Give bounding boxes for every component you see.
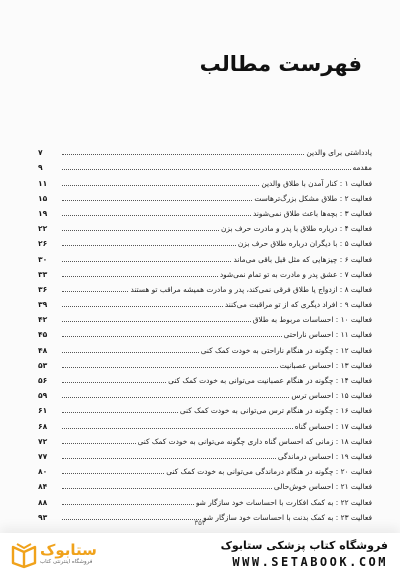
toc-entry-page: ۳۳	[38, 269, 48, 279]
toc-entry-title: یادداشتی برای والدین	[306, 148, 372, 158]
toc-entry-title: فعالیت ۱۰ : احساسات مربوط به طلاق	[252, 315, 372, 325]
toc-entry-title: فعالیت ۸ : ازدواج یا طلاق فرقی نمی‌کند، پدر و مادرت همیشه مراقب تو هستند	[130, 284, 372, 294]
toc-entry-title: فعالیت ۱۸ : زمانی که احساس گناه داری چگونه می‌توانی به خودت کمک کنی	[137, 436, 372, 446]
dot-leader	[62, 352, 199, 353]
store-url-link[interactable]: WWW.SETABOOK.COM	[232, 555, 388, 569]
dot-leader	[62, 215, 251, 216]
toc-entry	[38, 218, 372, 233]
toc-entry	[38, 264, 372, 279]
toc-entry-title: فعالیت ۱۶ : چگونه در هنگام ترس می‌توانی به خودت کمک کنی	[179, 406, 372, 416]
toc-entry-title: فعالیت ۱۲ : چگونه در هنگام ناراحتی به خودت کمک کنی	[200, 345, 372, 355]
toc-entry	[38, 431, 372, 446]
toc-entry	[38, 339, 372, 354]
dot-leader	[62, 291, 128, 292]
dot-leader	[62, 488, 272, 489]
toc-entry-title: فعالیت ۱۱ : احساس ناراحتی	[283, 330, 372, 340]
toc-entry-page: ۹۳	[38, 512, 48, 522]
toc-entry-page: ۷۲	[38, 436, 48, 446]
toc-entry	[38, 446, 372, 461]
toc-entry	[38, 279, 372, 294]
toc-entry-page: ۶۸	[38, 421, 48, 431]
toc-entry	[38, 294, 372, 309]
toc-entry	[38, 309, 372, 324]
toc-entry-title: فعالیت ۲۲ : به کمک افکارت با احساسات خود سازگار شو	[195, 497, 372, 507]
toc-entry	[38, 400, 372, 415]
toc-entry	[38, 172, 372, 187]
toc-entry-page: ۱۹	[38, 208, 48, 218]
toc-entry	[38, 491, 372, 506]
toc-entry-title: فعالیت ۲۳ : به کمک بدنت با احساسات خود سازگار شو	[203, 512, 372, 522]
dot-leader	[62, 200, 252, 201]
toc-entry-title: فعالیت ۱ : کنار آمدن با طلاق والدین	[261, 178, 372, 188]
store-logo[interactable]	[10, 541, 96, 569]
dot-leader	[62, 321, 251, 322]
dot-leader	[62, 261, 231, 262]
dot-leader	[62, 428, 293, 429]
toc-entry-title: فعالیت ۲ : طلاق مشکل بزرگ‌ترهاست	[254, 193, 372, 203]
page-number: ۳۵۴	[194, 519, 206, 527]
toc-entry-page: ۶۱	[38, 406, 48, 416]
store-name: فروشگاه کتاب پزشکی ستابوک	[220, 539, 388, 552]
toc-entry-title: مقدمه	[352, 163, 372, 173]
toc-entry-title: فعالیت ۳ : بچه‌ها باعث طلاق نمی‌شوند	[252, 208, 372, 218]
dot-leader	[62, 367, 278, 368]
toc-entry-page: ۵۹	[38, 391, 48, 401]
logo-wordmark: ستابوک	[40, 541, 97, 559]
toc-entry-page: ۲۶	[38, 239, 48, 249]
toc-entry-page: ۷	[38, 148, 43, 158]
toc-entry	[38, 248, 372, 263]
dot-leader	[62, 458, 276, 459]
toc-entry-title: فعالیت ۱۳ : احساس عصبانیت	[279, 360, 372, 370]
toc-entry-title: فعالیت ۱۴ : چگونه در هنگام عصبانیت می‌توانی به خودت کمک کنی	[168, 376, 372, 385]
toc-entry-page: ۴۲	[38, 315, 48, 325]
dot-leader	[62, 245, 236, 246]
dot-leader	[62, 473, 164, 474]
toc-entry	[38, 385, 372, 400]
toc-entry-page: ۷۷	[38, 451, 48, 461]
toc-entry-page: ۵۶	[38, 376, 48, 385]
dot-leader	[62, 185, 259, 186]
toc-entry-page: ۸۴	[38, 482, 48, 492]
toc-entry-title: فعالیت ۱۹ : احساس درماندگی	[277, 451, 372, 461]
toc-entry-page: ۸۸	[38, 497, 48, 507]
toc-entry-title: فعالیت ۵ : با دیگران درباره طلاق حرف بزن	[237, 239, 372, 249]
toc-entry	[38, 415, 372, 430]
toc-entry-page: ۸۰	[38, 467, 48, 477]
dot-leader	[62, 443, 136, 444]
toc-entry-title: فعالیت ۲۱ : احساس خوش‌حالی	[273, 482, 372, 492]
toc-entry-page: ۳۰	[38, 254, 48, 264]
toc-entry-title: فعالیت ۱۵ : احساس ترس	[291, 391, 372, 401]
toc-entry-title: فعالیت ۴ : درباره طلاق با پدر و مادرت حرف بزن	[221, 224, 372, 234]
toc-entry-page: ۹	[38, 163, 43, 173]
dot-leader	[62, 276, 218, 277]
toc-entry-title: فعالیت ۹ : افراد دیگری که از تو مراقبت می‌کنند	[224, 300, 372, 310]
dot-leader	[62, 230, 219, 231]
toc-entry	[38, 461, 372, 476]
toc-title: فهرست مطالب	[199, 52, 362, 76]
toc-list	[38, 142, 372, 522]
toc-entry	[38, 188, 372, 203]
book-logo-icon	[10, 541, 38, 569]
toc-entry	[38, 157, 372, 172]
toc-entry-title: فعالیت ۷ : عشق پدر و مادرت به تو تمام نمی‌شود	[219, 269, 372, 279]
toc-entry-page: ۱۵	[38, 193, 48, 203]
toc-entry	[38, 142, 372, 157]
toc-entry-page: ۳۹	[38, 300, 48, 310]
toc-entry-page: ۱۱	[38, 178, 48, 188]
toc-entry	[38, 476, 372, 491]
toc-entry	[38, 233, 372, 248]
dot-leader	[62, 382, 166, 383]
toc-entry-page: ۳۶	[38, 284, 48, 294]
dot-leader	[62, 154, 304, 155]
store-footer-banner	[0, 533, 400, 576]
toc-entry	[38, 203, 372, 218]
toc-entry-page: ۴۸	[38, 345, 48, 355]
dot-leader	[62, 306, 223, 307]
toc-entry	[38, 324, 372, 339]
dot-leader	[62, 504, 194, 505]
dot-leader	[62, 397, 289, 398]
toc-entry-title: فعالیت ۶ : چیزهایی که مثل قبل باقی می‌ماند	[233, 254, 372, 264]
toc-entry-title: فعالیت ۱۷ : احساس گناه	[294, 421, 372, 431]
dot-leader	[62, 169, 351, 170]
dot-leader	[62, 412, 178, 413]
toc-entry	[38, 355, 372, 370]
logo-tagline: فروشگاه اینترنتی کتاب	[40, 559, 93, 565]
toc-entry-page: ۵۳	[38, 360, 48, 370]
toc-entry-page: ۲۲	[38, 224, 48, 234]
dot-leader	[62, 336, 282, 337]
toc-entry-page: ۴۵	[38, 330, 48, 340]
toc-entry-title: فعالیت ۲۰ : چگونه در هنگام درماندگی می‌توانی به خودت کمک کنی	[166, 467, 372, 477]
toc-entry	[38, 370, 372, 385]
